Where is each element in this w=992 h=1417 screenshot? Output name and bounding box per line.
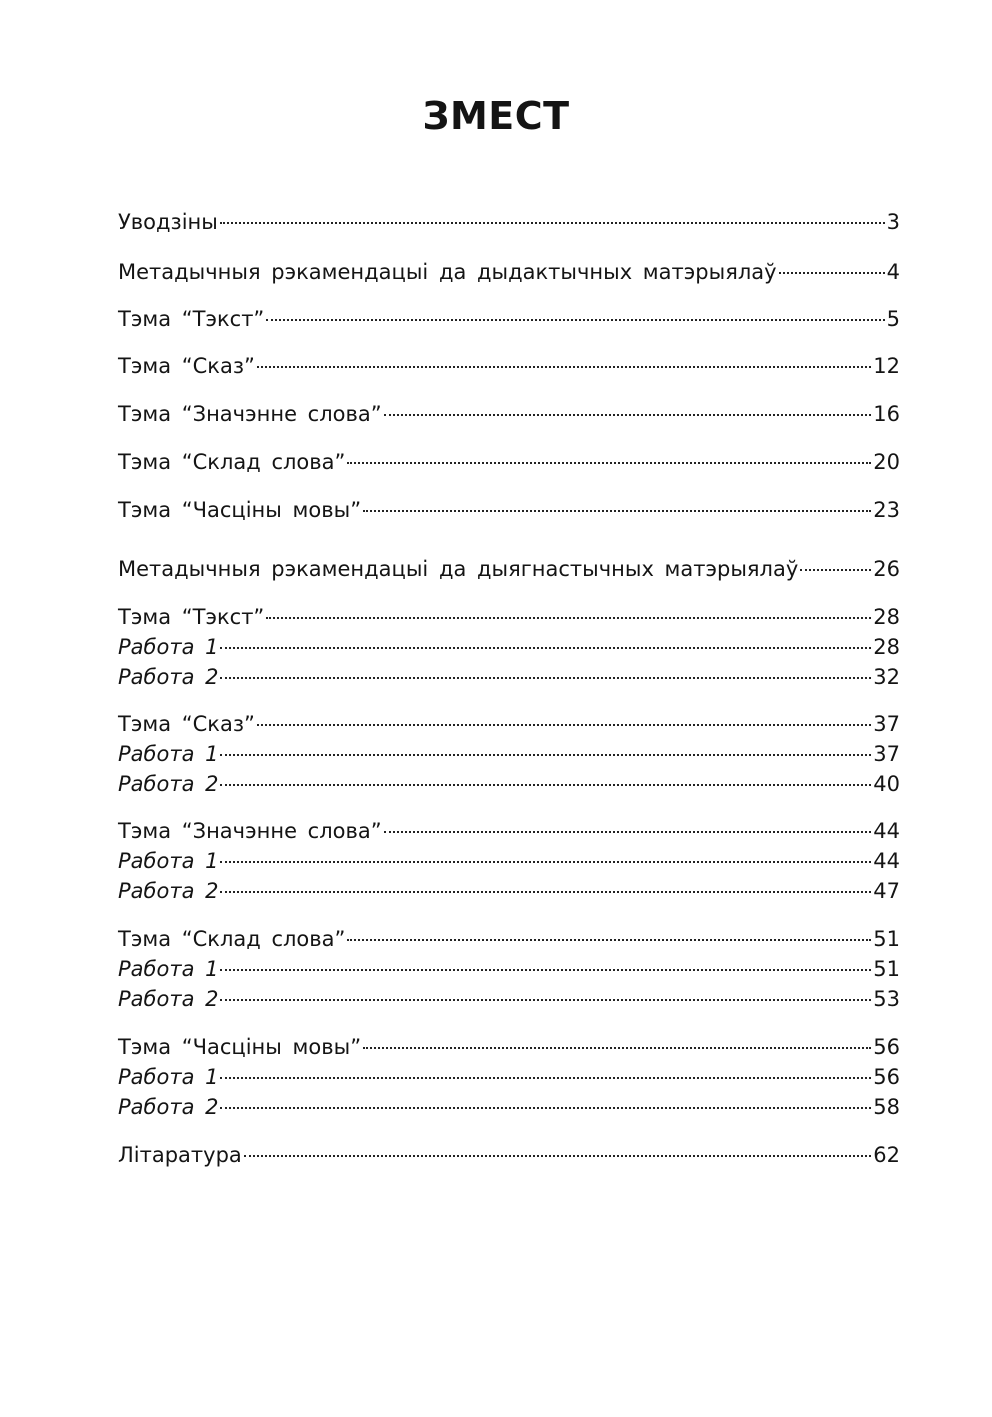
dot-leader [220, 999, 871, 1001]
toc-subentry [118, 846, 900, 876]
toc-entry-page-number: 58 [873, 1095, 900, 1119]
toc-entry [118, 495, 900, 525]
toc-entry-label: Тэма “Сказ” [118, 712, 255, 736]
toc-entry-page-number: 51 [873, 927, 900, 951]
toc-entry [118, 602, 900, 632]
dot-leader [220, 1107, 871, 1109]
toc-entry-page-number: 5 [886, 307, 900, 331]
toc-entry [118, 351, 900, 381]
dot-leader [800, 569, 871, 571]
dot-leader [347, 462, 871, 464]
dot-leader [266, 319, 884, 321]
toc-entry-label: Тэма “Часціны мовы” [118, 498, 362, 522]
toc-entry-page-number: 37 [873, 712, 900, 736]
toc-entry-label: Работа 2 [118, 987, 219, 1011]
page-title: ЗМЕСТ [422, 94, 570, 138]
toc-entry-page-number: 28 [873, 605, 900, 629]
toc-entry-page-number: 26 [873, 557, 900, 581]
toc-entry-label: Работа 1 [118, 742, 219, 766]
toc-entry-page-number: 53 [873, 987, 900, 1011]
toc-subentry [118, 769, 900, 799]
dot-leader [244, 1155, 871, 1157]
toc-entry-label: Работа 2 [118, 772, 219, 796]
toc-entry-label: Работа 2 [118, 879, 219, 903]
toc-entry-page-number: 44 [873, 819, 900, 843]
dot-leader [363, 1047, 871, 1049]
dot-leader [220, 1077, 871, 1079]
dot-leader [384, 414, 872, 416]
dot-leader [220, 861, 871, 863]
toc-entry-page-number: 62 [873, 1143, 900, 1167]
toc-entry-label: Работа 2 [118, 665, 219, 689]
toc-entry-page-number: 4 [886, 260, 900, 284]
toc-entry-label: Уводзіны [118, 210, 218, 234]
toc-entry-label: Тэма “Значэнне слова” [118, 819, 382, 843]
dot-leader [779, 272, 885, 274]
dot-leader [220, 647, 871, 649]
toc-subentry [118, 1092, 900, 1122]
toc-entry-page-number: 20 [873, 450, 900, 474]
toc-subentry [118, 632, 900, 662]
dot-leader [220, 784, 871, 786]
toc-entry [118, 207, 900, 237]
toc-subentry [118, 1062, 900, 1092]
dot-leader [266, 617, 871, 619]
toc-entry-label: Работа 1 [118, 849, 219, 873]
toc-entry [118, 1140, 900, 1170]
toc-entry [118, 816, 900, 846]
toc-entry-page-number: 23 [873, 498, 900, 522]
toc-entry-label: Метадычныя рэкамендацыі да дыягнастычных матэрыялаў [118, 557, 799, 581]
toc-entry [118, 709, 900, 739]
dot-leader [384, 831, 872, 833]
toc-subentry [118, 739, 900, 769]
dot-leader [257, 366, 871, 368]
toc-entry [118, 924, 900, 954]
toc-entry-page-number: 56 [873, 1065, 900, 1089]
toc-entry-label: Работа 2 [118, 1095, 219, 1119]
toc-entry-page-number: 37 [873, 742, 900, 766]
dot-leader [347, 939, 871, 941]
toc-entry-page-number: 3 [886, 210, 900, 234]
toc-entry-label: Тэма “Часціны мовы” [118, 1035, 362, 1059]
toc-entry-label: Работа 1 [118, 1065, 219, 1089]
toc-entry-page-number: 56 [873, 1035, 900, 1059]
dot-leader [220, 969, 871, 971]
toc-entry [118, 554, 900, 584]
dot-leader [220, 222, 885, 224]
dot-leader [220, 754, 871, 756]
toc-entry-label: Работа 1 [118, 635, 219, 659]
dot-leader [257, 724, 871, 726]
toc-entry-page-number: 40 [873, 772, 900, 796]
toc-entry-page-number: 51 [873, 957, 900, 981]
toc-subentry [118, 876, 900, 906]
toc-entry-label: Тэма “Тэкст” [118, 605, 265, 629]
toc-entry [118, 304, 900, 334]
toc-subentry [118, 662, 900, 692]
toc-entry-label: Літаратура [118, 1143, 242, 1167]
toc-entry-page-number: 47 [873, 879, 900, 903]
toc-entry [118, 1032, 900, 1062]
toc-entry-page-number: 12 [873, 354, 900, 378]
dot-leader [363, 510, 871, 512]
toc-entry [118, 257, 900, 287]
toc-entry-page-number: 32 [873, 665, 900, 689]
toc-entry-label: Тэма “Значэнне слова” [118, 402, 382, 426]
dot-leader [220, 891, 871, 893]
toc-entry-label: Тэма “Склад слова” [118, 927, 346, 951]
toc-entry-label: Работа 1 [118, 957, 219, 981]
toc-entry-page-number: 28 [873, 635, 900, 659]
toc-entry-label: Тэма “Тэкст” [118, 307, 265, 331]
toc-subentry [118, 954, 900, 984]
toc-entry-label: Тэма “Склад слова” [118, 450, 346, 474]
toc-entry-label: Тэма “Сказ” [118, 354, 255, 378]
dot-leader [220, 677, 871, 679]
toc-entry-page-number: 16 [873, 402, 900, 426]
toc-entry [118, 447, 900, 477]
toc-entry-page-number: 44 [873, 849, 900, 873]
toc-entry-label: Метадычныя рэкамендацыі да дыдактычных матэрыялаў [118, 260, 777, 284]
toc-subentry [118, 984, 900, 1014]
toc-entry [118, 399, 900, 429]
